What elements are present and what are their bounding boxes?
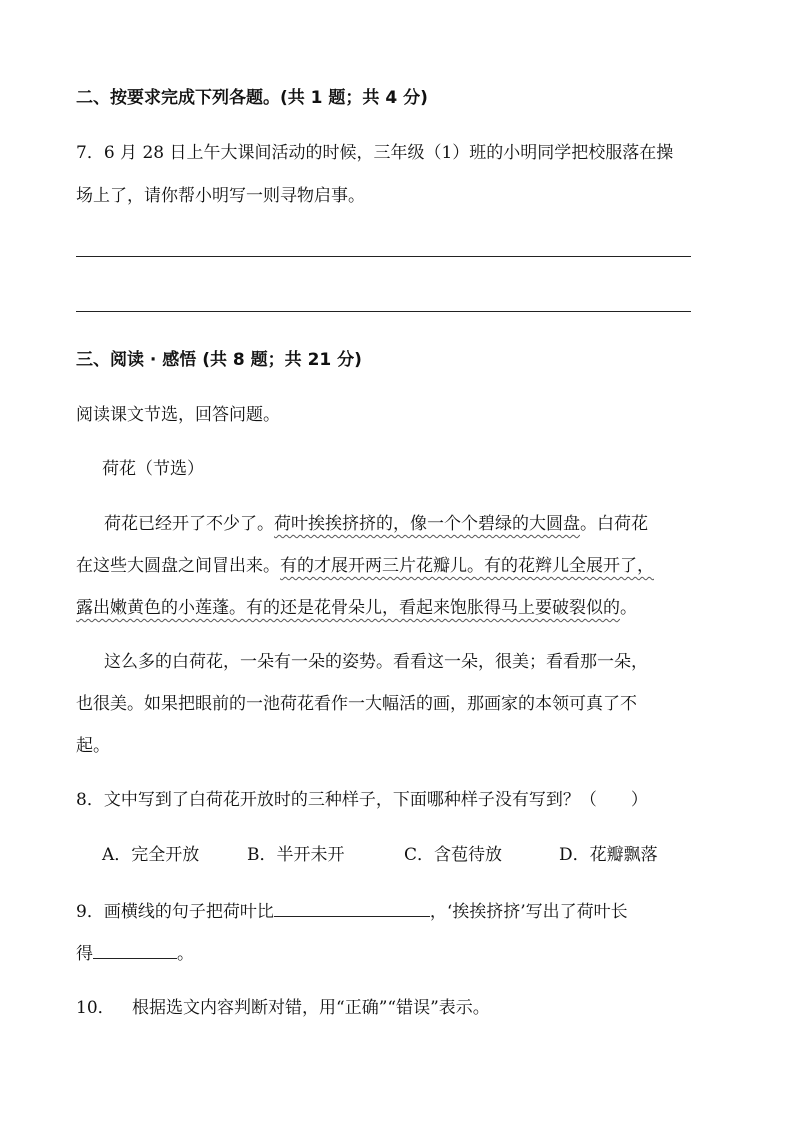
question-8-option-a[interactable]: A．完全开放 bbox=[102, 845, 200, 865]
passage-paragraph-2-line-2: 也很美。如果把眼前的一池荷花看作一大幅活的画，那画家的本领可真了不 bbox=[76, 694, 637, 714]
section-3-heading: 三、阅读 · 感悟 (共 8 题；共 21 分) bbox=[76, 350, 362, 370]
question-8-stem: 8．文中写到了白荷花开放时的三种样子，下面哪种样子没有写到？（ ） bbox=[76, 790, 648, 810]
passage-paragraph-1-line-3 bbox=[76, 596, 637, 620]
question-9-line-2 bbox=[76, 940, 194, 966]
question-10 bbox=[76, 996, 490, 1020]
question-9-text: 。 bbox=[177, 944, 194, 964]
question-9-line-1 bbox=[76, 898, 628, 924]
passage-title: 荷花（节选） bbox=[102, 459, 204, 479]
question-9-blank-2[interactable] bbox=[93, 940, 177, 959]
underlined-sentence: 荷叶挨挨挤挤的，像一个个碧绿的大圆盘 bbox=[274, 514, 580, 534]
underlined-sentence: 露出嫩黄色的小莲蓬。有的还是花骨朵儿，看起来饱胀得马上要破裂似的 bbox=[76, 598, 620, 618]
question-10-text: 根据选文内容判断对错，用“正确”“错误”表示。 bbox=[132, 998, 490, 1018]
question-9-text: 9．画横线的句子把荷叶比 bbox=[76, 902, 274, 922]
answer-line-1[interactable] bbox=[76, 256, 691, 257]
question-7-line-2: 场上了，请你帮小明写一则寻物启事。 bbox=[76, 186, 365, 206]
passage-paragraph-2-line-3: 起。 bbox=[76, 736, 110, 756]
plain-text: 在这些大圆盘之间冒出来。 bbox=[76, 556, 280, 576]
passage-paragraph-1-line-1 bbox=[104, 512, 648, 536]
question-9-blank-1[interactable] bbox=[274, 898, 430, 917]
plain-text: 。 bbox=[620, 598, 637, 618]
answer-line-2[interactable] bbox=[76, 311, 691, 312]
question-8-option-b[interactable]: B．半开未开 bbox=[247, 845, 345, 865]
question-7-line-1: 7．6 月 28 日上午大课间活动的时候，三年级（1）班的小明同学把校服落在操 bbox=[76, 143, 674, 163]
question-8-option-d[interactable]: D．花瓣飘落 bbox=[559, 845, 658, 865]
plain-text: 荷花已经开了不少了。 bbox=[104, 514, 274, 534]
reading-instruction: 阅读课文节选，回答问题。 bbox=[76, 405, 280, 425]
question-9-text: 得 bbox=[76, 944, 93, 964]
underlined-sentence: 有的才展开两三片花瓣儿。有的花辫儿全展开了， bbox=[280, 556, 654, 576]
question-9-text: ，‘挨挨挤挤’写出了荷叶长 bbox=[429, 902, 628, 922]
passage-paragraph-1-line-2 bbox=[76, 554, 654, 578]
question-10-number: 10． bbox=[76, 998, 115, 1018]
plain-text: 。白荷花 bbox=[580, 514, 648, 534]
section-2-heading: 二、按要求完成下列各题。(共 1 题；共 4 分) bbox=[76, 88, 428, 108]
question-8-option-c[interactable]: C．含苞待放 bbox=[404, 845, 503, 865]
passage-paragraph-2-line-1: 这么多的白荷花，一朵有一朵的姿势。看看这一朵，很美；看看那一朵， bbox=[104, 652, 648, 672]
